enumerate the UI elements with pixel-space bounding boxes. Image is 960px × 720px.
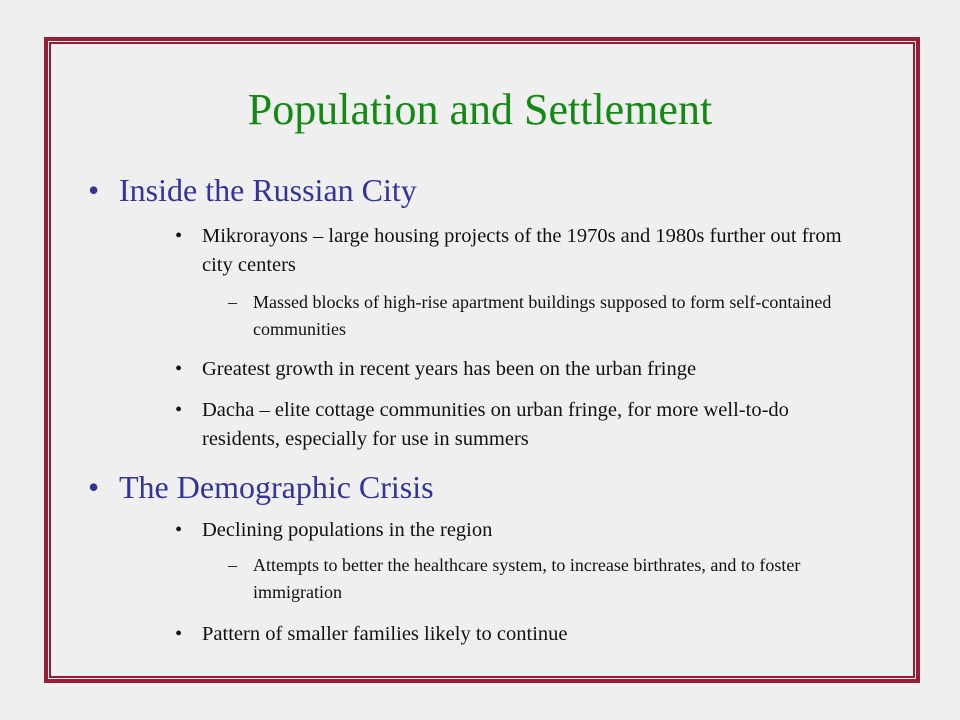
bullet-icon: • (175, 225, 183, 247)
bullet-icon: • (88, 172, 100, 208)
section-heading-text: The Demographic Crisis (119, 469, 434, 505)
section-heading-text: Inside the Russian City (119, 172, 417, 208)
bullet-icon: • (175, 623, 183, 645)
list-item-mikrorayons (175, 222, 865, 280)
list-item-dacha (175, 396, 865, 454)
list-item-smaller-families (175, 620, 865, 649)
sub-item-healthcare (228, 552, 868, 606)
list-item-declining-populations (175, 516, 865, 545)
list-item-text: Dacha – elite cottage communities on urban fringe, for more well-to-do residents, especially for use in summers (202, 399, 789, 450)
sub-item-massed-blocks (228, 289, 868, 343)
bullet-icon: • (175, 399, 183, 421)
sub-item-text: Massed blocks of high-rise apartment buildings supposed to form self-contained communities (253, 292, 832, 339)
dash-icon: – (228, 292, 237, 312)
list-item-text: Greatest growth in recent years has been on the urban fringe (202, 358, 697, 380)
list-item-text: Pattern of smaller families likely to continue (202, 623, 568, 645)
dash-icon: – (228, 555, 237, 575)
bullet-icon: • (175, 358, 183, 380)
list-item-text: Declining populations in the region (202, 519, 493, 541)
sub-item-text: Attempts to better the healthcare system, to increase birthrates, and to foster immigration (253, 555, 801, 602)
list-item-text: Mikrorayons – large housing projects of the 1970s and 1980s further out from city centers (202, 225, 842, 276)
bullet-icon: • (88, 469, 100, 505)
slide-title: Population and Settlement (247, 85, 713, 134)
bullet-icon: • (175, 519, 183, 541)
list-item-urban-fringe (175, 355, 865, 384)
